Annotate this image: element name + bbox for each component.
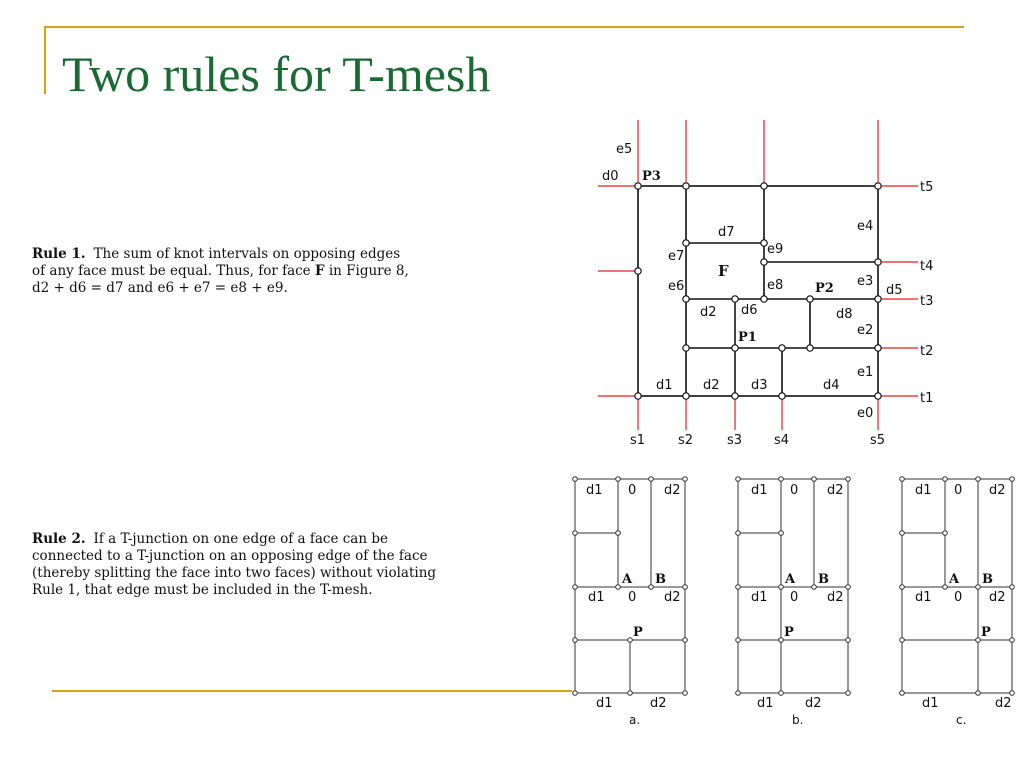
label-t2: t2 <box>920 344 934 359</box>
fig-c-d2-top: d2 <box>989 483 1006 498</box>
label-p3: P3 <box>642 169 661 184</box>
label-t3: t3 <box>920 294 934 309</box>
fig-a-point-a: A <box>622 572 633 587</box>
label-e3: e3 <box>857 274 874 289</box>
fig-c-point-p: P <box>981 625 991 640</box>
rule-1-line-2b: in Figure 8, <box>324 263 409 279</box>
fig-a-d1-mid: d1 <box>588 590 605 605</box>
fig-b-zero-top: 0 <box>790 483 799 498</box>
fig-b-d2-top: d2 <box>827 483 844 498</box>
label-s5: s5 <box>870 433 886 448</box>
fig-b-d1-bottom: d1 <box>757 696 774 711</box>
fig-c-zero-mid: 0 <box>954 590 963 605</box>
rule-1-line-2a: of any face must be equal. Thus, for face <box>32 263 315 279</box>
label-t5: t5 <box>920 180 934 195</box>
fig-c-d1-top: d1 <box>915 483 932 498</box>
label-s2: s2 <box>678 433 694 448</box>
label-e8: e8 <box>767 278 784 293</box>
fig-b-d2-mid: d2 <box>827 590 844 605</box>
rule-1-line-3: d2 + d6 = d7 and e6 + e7 = e8 + e9. <box>32 280 288 296</box>
fig-b-point-p: P <box>784 625 794 640</box>
label-t4: t4 <box>920 259 934 274</box>
label-d6: d6 <box>741 303 758 318</box>
fig-c-d1-bottom: d1 <box>922 696 939 711</box>
label-d4: d4 <box>823 378 840 393</box>
fig-b-point-b: B <box>818 572 829 587</box>
fig-b-d2-bottom: d2 <box>805 696 822 711</box>
rule-1-line-1: The sum of knot intervals on opposing edges <box>93 246 401 262</box>
label-e9: e9 <box>767 242 784 257</box>
fig-b-d1-mid: d1 <box>751 590 768 605</box>
fig-a-d1-bottom: d1 <box>596 696 613 711</box>
label-s3: s3 <box>727 433 743 448</box>
label-d0: d0 <box>602 169 619 184</box>
fig-c-zero-top: 0 <box>954 483 963 498</box>
fig-a-point-b: B <box>655 572 666 587</box>
fig-a-point-p: P <box>633 625 643 640</box>
label-e6: e6 <box>668 279 685 294</box>
fig-b-caption: b. <box>792 713 804 727</box>
label-t1: t1 <box>920 391 934 406</box>
rule-2-line-4: Rule 1, that edge must be included in the T-mesh. <box>32 582 373 598</box>
label-e0: e0 <box>857 406 874 421</box>
label-e7: e7 <box>668 249 685 264</box>
label-d2-upper: d2 <box>700 305 717 320</box>
label-s4: s4 <box>774 433 790 448</box>
label-e2: e2 <box>857 323 874 338</box>
fig-c-point-b: B <box>982 572 993 587</box>
label-face-f: F <box>718 262 729 280</box>
label-d5: d5 <box>886 283 903 298</box>
fig-c-caption: c. <box>956 713 967 727</box>
fig-a-caption: a. <box>629 713 641 727</box>
rule-1-face: F <box>314 263 325 279</box>
label-e5: e5 <box>616 142 633 157</box>
fig-a-zero-mid: 0 <box>628 590 637 605</box>
label-d2-lower: d2 <box>703 378 720 393</box>
fig-a-d2-mid: d2 <box>664 590 681 605</box>
fig-c-d2-mid: d2 <box>989 590 1006 605</box>
label-e1: e1 <box>857 365 874 380</box>
rule-2-line-3: (thereby splitting the face into two faces) without violating <box>32 565 437 581</box>
fig-b-d1-top: d1 <box>751 483 768 498</box>
label-p2: P2 <box>815 281 834 296</box>
fig-a-d2-bottom: d2 <box>650 696 667 711</box>
rule-2-line-2: connected to a T-junction on an opposing edge of the face <box>32 548 428 564</box>
fig-b-point-a: A <box>785 572 796 587</box>
fig-c-d2-bottom: d2 <box>995 696 1012 711</box>
label-e4: e4 <box>857 219 874 234</box>
fig-c-d1-mid: d1 <box>915 590 932 605</box>
fig-a-d2-top: d2 <box>664 483 681 498</box>
label-d1-lower: d1 <box>656 378 673 393</box>
label-s1: s1 <box>630 433 646 448</box>
rule-2-line-1: If a T-junction on one edge of a face can be <box>93 531 388 547</box>
slide-title: Two rules for T-mesh <box>62 46 491 102</box>
fig-c-point-a: A <box>949 572 960 587</box>
rule-1-label: Rule 1. <box>32 246 86 262</box>
fig-b-zero-mid: 0 <box>790 590 799 605</box>
rule-2-label: Rule 2. <box>32 531 86 547</box>
label-d8: d8 <box>836 307 853 322</box>
label-p1: P1 <box>738 330 757 345</box>
fig-a-d1-top: d1 <box>586 483 603 498</box>
label-d3: d3 <box>751 378 768 393</box>
label-d7: d7 <box>718 225 735 240</box>
fig-a-zero-top: 0 <box>628 483 637 498</box>
